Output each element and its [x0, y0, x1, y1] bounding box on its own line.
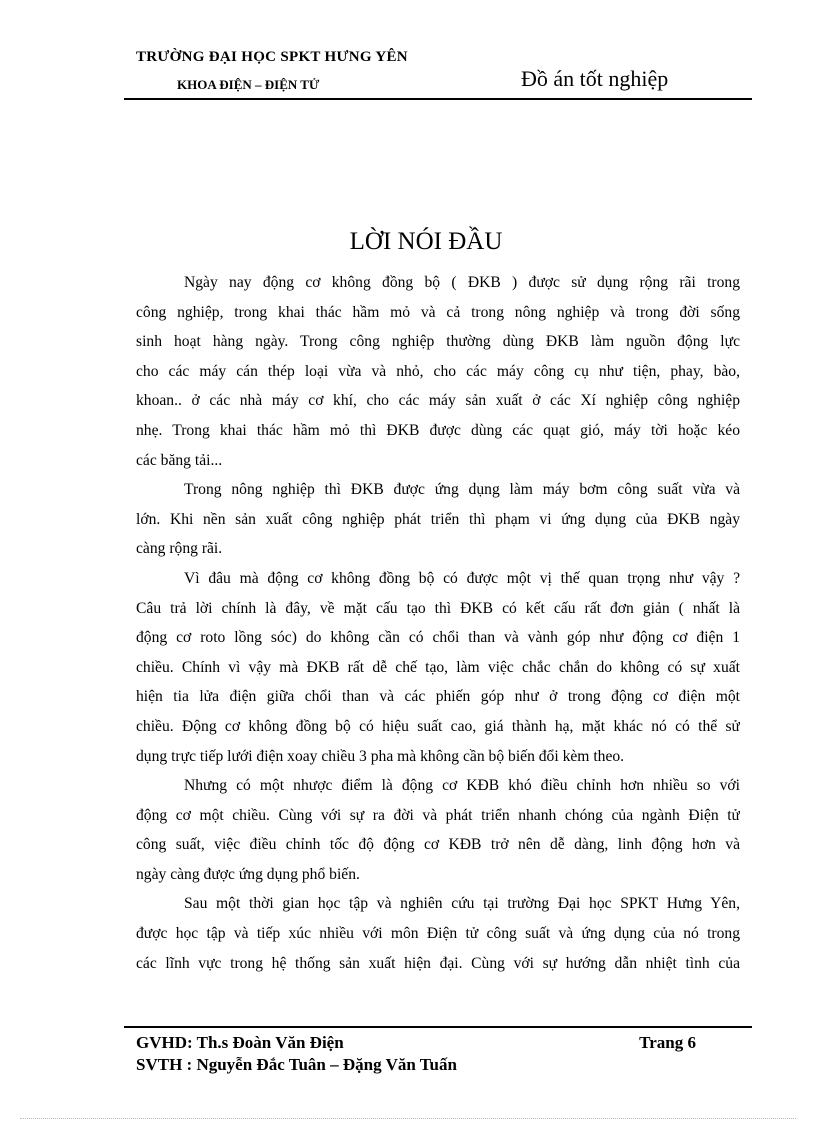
body-line: chiều. Chính vì vậy mà ĐKB rất dễ chế tạo, làm việc chắc chắn do không có sự xuất — [136, 658, 740, 676]
header-divider — [124, 98, 752, 100]
body-line: động cơ roto lồng sóc) do không cần có chổi than và vành góp như động cơ điện 1 — [136, 629, 740, 647]
body-line: Câu trả lời chính là đây, về mặt cấu tạo thì ĐKB có kết cấu rất đơn giản ( nhất là — [136, 599, 740, 617]
body-line: chiều. Động cơ không đồng bộ có hiệu suất cao, giá thành hạ, mặt khác nó có thể sử — [136, 717, 740, 735]
body-line: nhẹ. Trong khai thác hầm mỏ thì ĐKB được dùng các quạt gió, máy tời hoặc kéo — [136, 421, 740, 439]
advisor-line: GVHD: Th.s Đoàn Văn Điện — [136, 1033, 344, 1052]
document-type: Đồ án tốt nghiệp — [521, 66, 669, 91]
body-line: khoan.. ở các nhà máy cơ khí, cho các máy sản xuất ở các Xí nghiệp công nghiệp — [136, 392, 740, 410]
body-line: càng rộng rãi. — [136, 540, 223, 558]
body-line: dụng trực tiếp lưới điện xoay chiều 3 pha mà không cần bộ biến đổi kèm theo. — [136, 747, 625, 765]
students-line: SVTH : Nguyễn Đắc Tuân – Đặng Văn Tuấn — [136, 1055, 457, 1074]
body-line: được học tập và tiếp xúc nhiều với môn Điện tử công suất và ứng dụng của nó trong — [136, 925, 740, 943]
page-title: LỜI NÓI ĐẦU — [349, 228, 503, 255]
page-footer — [136, 1032, 706, 1076]
body-line: công nghiệp, trong khai thác hầm mỏ và cả trong nông nghiệp và trong đời sống — [136, 303, 740, 321]
body-line: Vì đâu mà động cơ không đồng bộ có được một vị thế quan trọng như vậy ? — [184, 569, 740, 587]
faculty-name: KHOA ĐIỆN – ĐIỆN TỬ — [177, 77, 320, 92]
body-text — [136, 268, 740, 978]
body-line: sinh hoạt hàng ngày. Trong công nghiệp thường dùng ĐKB làm nguồn động lực — [136, 333, 740, 351]
body-line: hiện tia lửa điện giữa chổi than và các phiến góp như ở trong động cơ điện một — [136, 688, 740, 706]
body-line: Sau một thời gian học tập và nghiên cứu tại trường Đại học SPKT Hưng Yên, — [184, 895, 740, 913]
page-number: Trang 6 — [639, 1033, 696, 1052]
body-line: các lĩnh vực trong hệ thống sản xuất hiện đại. Cùng với sự hướng dẫn nhiệt tình của — [136, 954, 740, 972]
body-line: Nhưng có một nhược điểm là động cơ KĐB khó điều chỉnh hơn nhiều so với — [184, 777, 740, 795]
body-line: công suất, việc điều chỉnh tốc độ động cơ KĐB trở nên dễ dàng, linh động hơn và — [136, 836, 740, 854]
body-line: Ngày nay động cơ không đồng bộ ( ĐKB ) được sử dụng rộng rãi trong — [184, 274, 740, 291]
page-bottom-edge — [20, 1118, 796, 1119]
school-name: TRƯỜNG ĐẠI HỌC SPKT HƯNG YÊN — [136, 49, 408, 65]
page-header — [124, 46, 752, 100]
footer-divider — [124, 1026, 752, 1028]
body-line: lớn. Khi nền sản xuất công nghiệp phát triển thì phạm vi ứng dụng của ĐKB ngày — [136, 510, 740, 528]
body-line: Trong nông nghiệp thì ĐKB được ứng dụng làm máy bơm công suất vừa và — [184, 481, 740, 499]
body-line: động cơ một chiều. Cùng với sự ra đời và phát triển nhanh chóng của ngành Điện tử — [136, 806, 740, 824]
body-line: các băng tải... — [136, 451, 223, 469]
body-line: ngày càng được ứng dụng phổ biến. — [136, 865, 360, 883]
body-line: cho các máy cán thép loại vừa và nhỏ, cho các máy công cụ như tiện, phay, bào, — [136, 362, 740, 380]
